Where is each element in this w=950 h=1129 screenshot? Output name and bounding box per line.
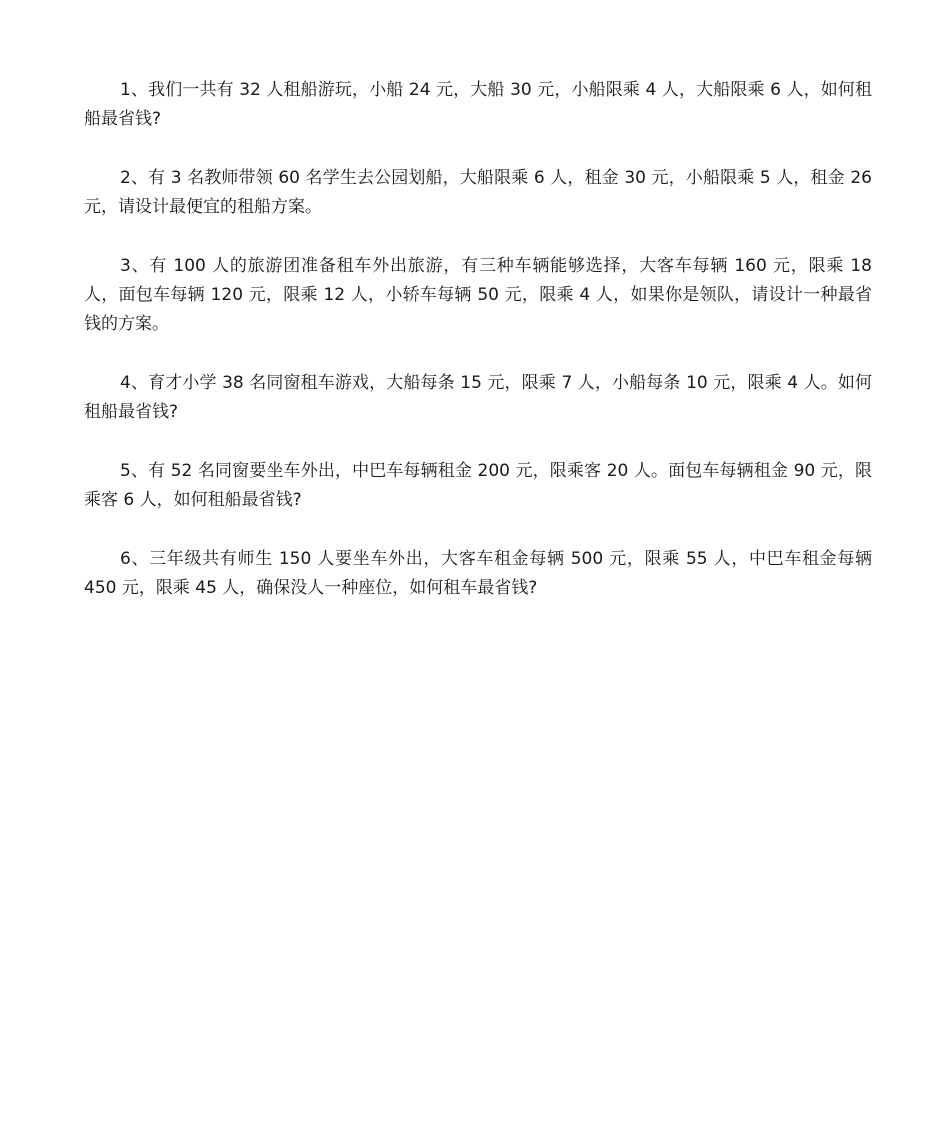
problem-1: 1、我们一共有 32 人租船游玩，小船 24 元，大船 30 元，小船限乘 4 人，大船限乘 6 人，如何租船最省钱?: [84, 80, 872, 129]
problem-5: 5、有 52 名同窗要坐车外出，中巴车每辆租金 200 元，限乘客 20 人。面包车每辆租金 90 元，限乘客 6 人，如何租船最省钱?: [84, 461, 872, 510]
problem-2: 2、有 3 名教师带领 60 名学生去公园划船，大船限乘 6 人，租金 30 元，小船限乘 5 人，租金 26 元，请设计最便宜的租船方案。: [84, 168, 872, 217]
problem-6: 6、三年级共有师生 150 人要坐车外出，大客车租金每辆 500 元，限乘 55 人，中巴车租金每辆 450 元，限乘 45 人，确保没人一种座位，如何租车最省钱?: [84, 549, 872, 598]
problem-4: 4、育才小学 38 名同窗租车游戏，大船每条 15 元，限乘 7 人，小船每条 10 元，限乘 4 人。如何租船最省钱?: [84, 373, 872, 422]
problem-3: 3、有 100 人的旅游团准备租车外出旅游，有三种车辆能够选择，大客车每辆 160 元，限乘 18 人，面包车每辆 120 元，限乘 12 人，小轿车每辆 50 元，限乘 4 人，如果你是领队，请设计一种最省钱的方案。: [84, 256, 872, 334]
document-page: [84, 76, 872, 633]
